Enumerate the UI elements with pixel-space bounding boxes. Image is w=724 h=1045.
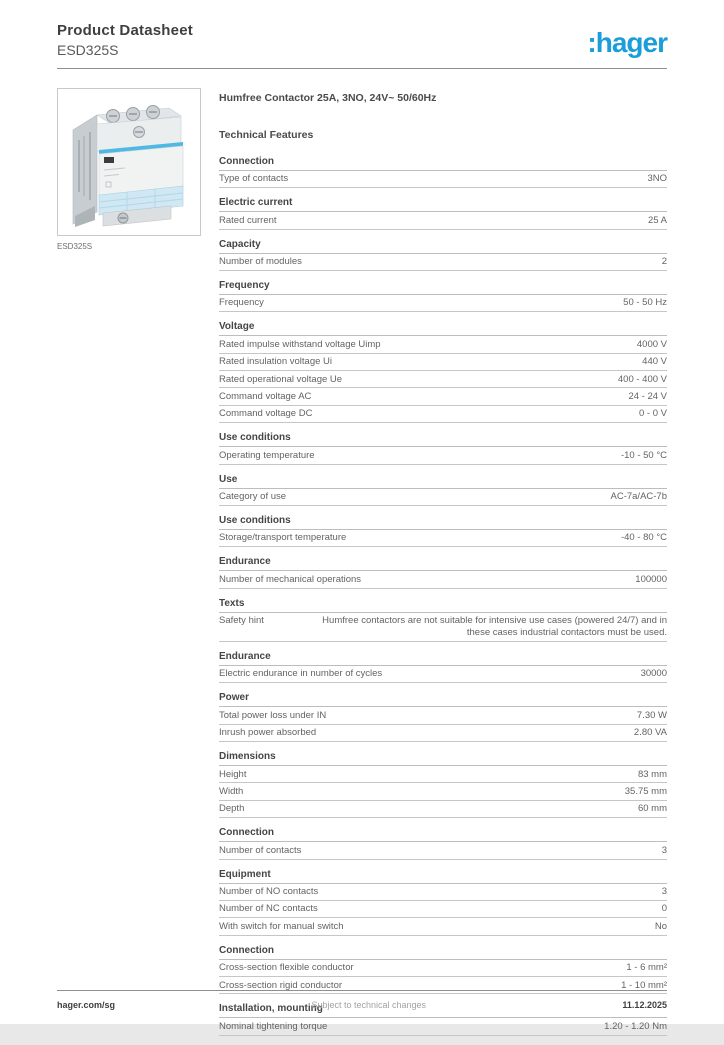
page-title: Product Datasheet xyxy=(57,22,193,39)
spec-row xyxy=(219,388,667,405)
spec-row xyxy=(219,406,667,423)
spec-label: Width xyxy=(219,785,244,797)
spec-label: Command voltage AC xyxy=(219,390,312,402)
section-heading: Use conditions xyxy=(219,432,667,447)
spec-label: Number of mechanical operations xyxy=(219,573,362,585)
spec-value: 25 A xyxy=(647,214,667,226)
spec-label: Safety hint xyxy=(219,615,264,627)
spec-row xyxy=(219,447,667,464)
spec-row xyxy=(219,571,667,588)
section-heading: Frequency xyxy=(219,280,667,295)
spec-label: Rated insulation voltage Ui xyxy=(219,356,333,368)
spec-label: Number of contacts xyxy=(219,844,302,856)
spec-label: With switch for manual switch xyxy=(219,920,344,932)
spec-value: 2.80 VA xyxy=(633,727,667,739)
spec-value: 100000 xyxy=(635,573,667,585)
footer-divider xyxy=(57,990,667,991)
spec-value: 1 - 6 mm² xyxy=(626,962,667,974)
spec-row xyxy=(219,354,667,371)
page-header xyxy=(0,0,724,59)
page-footer xyxy=(57,990,667,1010)
spec-label: Total power loss under IN xyxy=(219,709,327,721)
spec-section xyxy=(219,197,667,229)
spec-row xyxy=(219,725,667,742)
spec-label: Nominal tightening torque xyxy=(219,1020,328,1032)
spec-value: 35.75 mm xyxy=(624,785,667,797)
spec-section xyxy=(219,598,667,642)
spec-value: 0 - 0 V xyxy=(639,408,667,420)
spec-label: Storage/transport temperature xyxy=(219,532,347,544)
spec-row xyxy=(219,1018,667,1035)
spec-label: Depth xyxy=(219,803,245,815)
spec-value: 0 xyxy=(661,903,667,915)
spec-row xyxy=(219,766,667,783)
contactor-illustration xyxy=(65,96,193,228)
spec-label: Operating temperature xyxy=(219,449,315,461)
spec-label: Frequency xyxy=(219,297,264,309)
spec-section xyxy=(219,692,667,742)
spec-label: Number of modules xyxy=(219,256,302,268)
spec-label: Height xyxy=(219,768,247,780)
spec-label: Cross-section rigid conductor xyxy=(219,979,343,991)
spec-row xyxy=(219,254,667,271)
spec-row xyxy=(219,336,667,353)
spec-label: Rated impulse withstand voltage Uimp xyxy=(219,338,381,350)
spec-value: 60 mm xyxy=(637,803,667,815)
spec-value: No xyxy=(654,920,667,932)
product-photo-caption: ESD325S xyxy=(57,241,93,251)
spec-value: 440 V xyxy=(642,356,667,368)
spec-row xyxy=(219,295,667,312)
technical-features-title: Technical Features xyxy=(219,128,314,141)
spec-section xyxy=(219,945,667,995)
spec-value: 24 - 24 V xyxy=(628,390,667,402)
spec-row xyxy=(219,884,667,901)
section-heading: Power xyxy=(219,692,667,707)
spec-section xyxy=(219,515,667,547)
spec-sections xyxy=(219,156,667,1036)
spec-row xyxy=(219,801,667,818)
product-image-column xyxy=(57,88,202,1045)
footer-date: 11.12.2025 xyxy=(622,1000,667,1010)
product-photo xyxy=(57,88,201,236)
spec-value: 30000 xyxy=(640,668,667,680)
spec-value: 3NO xyxy=(647,173,667,185)
section-heading: Connection xyxy=(219,945,667,960)
spec-value: -10 - 50 °C xyxy=(620,449,667,461)
spec-row xyxy=(219,707,667,724)
spec-label: Cross-section flexible conductor xyxy=(219,962,354,974)
spec-row xyxy=(219,530,667,547)
footer-row xyxy=(57,1000,667,1010)
spec-label: Inrush power absorbed xyxy=(219,727,317,739)
spec-value: 4000 V xyxy=(636,338,667,350)
section-heading: Equipment xyxy=(219,869,667,884)
spec-label: Rated operational voltage Ue xyxy=(219,373,343,385)
spec-section xyxy=(219,321,667,423)
spec-section xyxy=(219,651,667,683)
spec-value: 1 - 10 mm² xyxy=(621,979,667,991)
spec-row xyxy=(219,918,667,935)
spec-row xyxy=(219,666,667,683)
spec-section xyxy=(219,432,667,464)
spec-value: 7.30 W xyxy=(636,709,667,721)
spec-value: 1.20 - 1.20 Nm xyxy=(604,1020,667,1032)
section-heading: Electric current xyxy=(219,197,667,212)
spec-label: Number of NC contacts xyxy=(219,903,318,915)
main-content xyxy=(0,69,724,1045)
section-heading: Texts xyxy=(219,598,667,613)
spec-row xyxy=(219,783,667,800)
spec-label: Type of contacts xyxy=(219,173,289,185)
section-heading: Connection xyxy=(219,827,667,842)
spec-row xyxy=(219,371,667,388)
spec-value: 3 xyxy=(661,886,667,898)
spec-label: Command voltage DC xyxy=(219,408,313,420)
hager-logo: :hager xyxy=(587,27,667,58)
spec-section xyxy=(219,474,667,506)
spec-row xyxy=(219,901,667,918)
spec-value: 2 xyxy=(661,256,667,268)
spec-section xyxy=(219,280,667,312)
footer-disclaimer: Subject to technical changes xyxy=(311,1000,427,1010)
spec-row xyxy=(219,613,667,642)
product-title: Humfree Contactor 25A, 3NO, 24V~ 50/60Hz xyxy=(219,91,437,104)
spec-section xyxy=(219,827,667,859)
product-reference: ESD325S xyxy=(57,42,119,58)
spec-section xyxy=(219,239,667,271)
spec-section xyxy=(219,556,667,588)
spec-label: Number of NO contacts xyxy=(219,886,319,898)
spec-value: AC-7a/AC-7b xyxy=(610,491,667,503)
spec-row xyxy=(219,171,667,188)
spec-section xyxy=(219,751,667,818)
section-heading: Installation, mounting xyxy=(219,1003,667,1018)
spec-label: Electric endurance in number of cycles xyxy=(219,668,383,680)
section-heading: Endurance xyxy=(219,651,667,666)
spec-section xyxy=(219,156,667,188)
section-heading: Capacity xyxy=(219,239,667,254)
spec-value: 83 mm xyxy=(637,768,667,780)
footer-website-link[interactable]: hager.com/sg xyxy=(57,1000,116,1010)
spec-row xyxy=(219,489,667,506)
section-heading: Use conditions xyxy=(219,515,667,530)
spec-label: Category of use xyxy=(219,491,287,503)
section-heading: Connection xyxy=(219,156,667,171)
spec-value: 50 - 50 Hz xyxy=(623,297,667,309)
header-titles xyxy=(57,22,193,58)
spec-row xyxy=(219,960,667,977)
technical-data-column xyxy=(219,88,667,1045)
section-heading: Voltage xyxy=(219,321,667,336)
spec-value: -40 - 80 °C xyxy=(620,532,667,544)
spec-value: 400 - 400 V xyxy=(617,373,667,385)
spec-value: Humfree contactors are not suitable for intensive use cases (powered 24/7) and in these cases industrial contactors must be used. xyxy=(322,615,667,639)
section-heading: Use xyxy=(219,474,667,489)
section-heading: Endurance xyxy=(219,556,667,571)
spec-label: Rated current xyxy=(219,214,277,226)
section-heading: Dimensions xyxy=(219,751,667,766)
spec-row xyxy=(219,842,667,859)
spec-value: 3 xyxy=(661,844,667,856)
spec-section xyxy=(219,869,667,936)
spec-row xyxy=(219,212,667,229)
